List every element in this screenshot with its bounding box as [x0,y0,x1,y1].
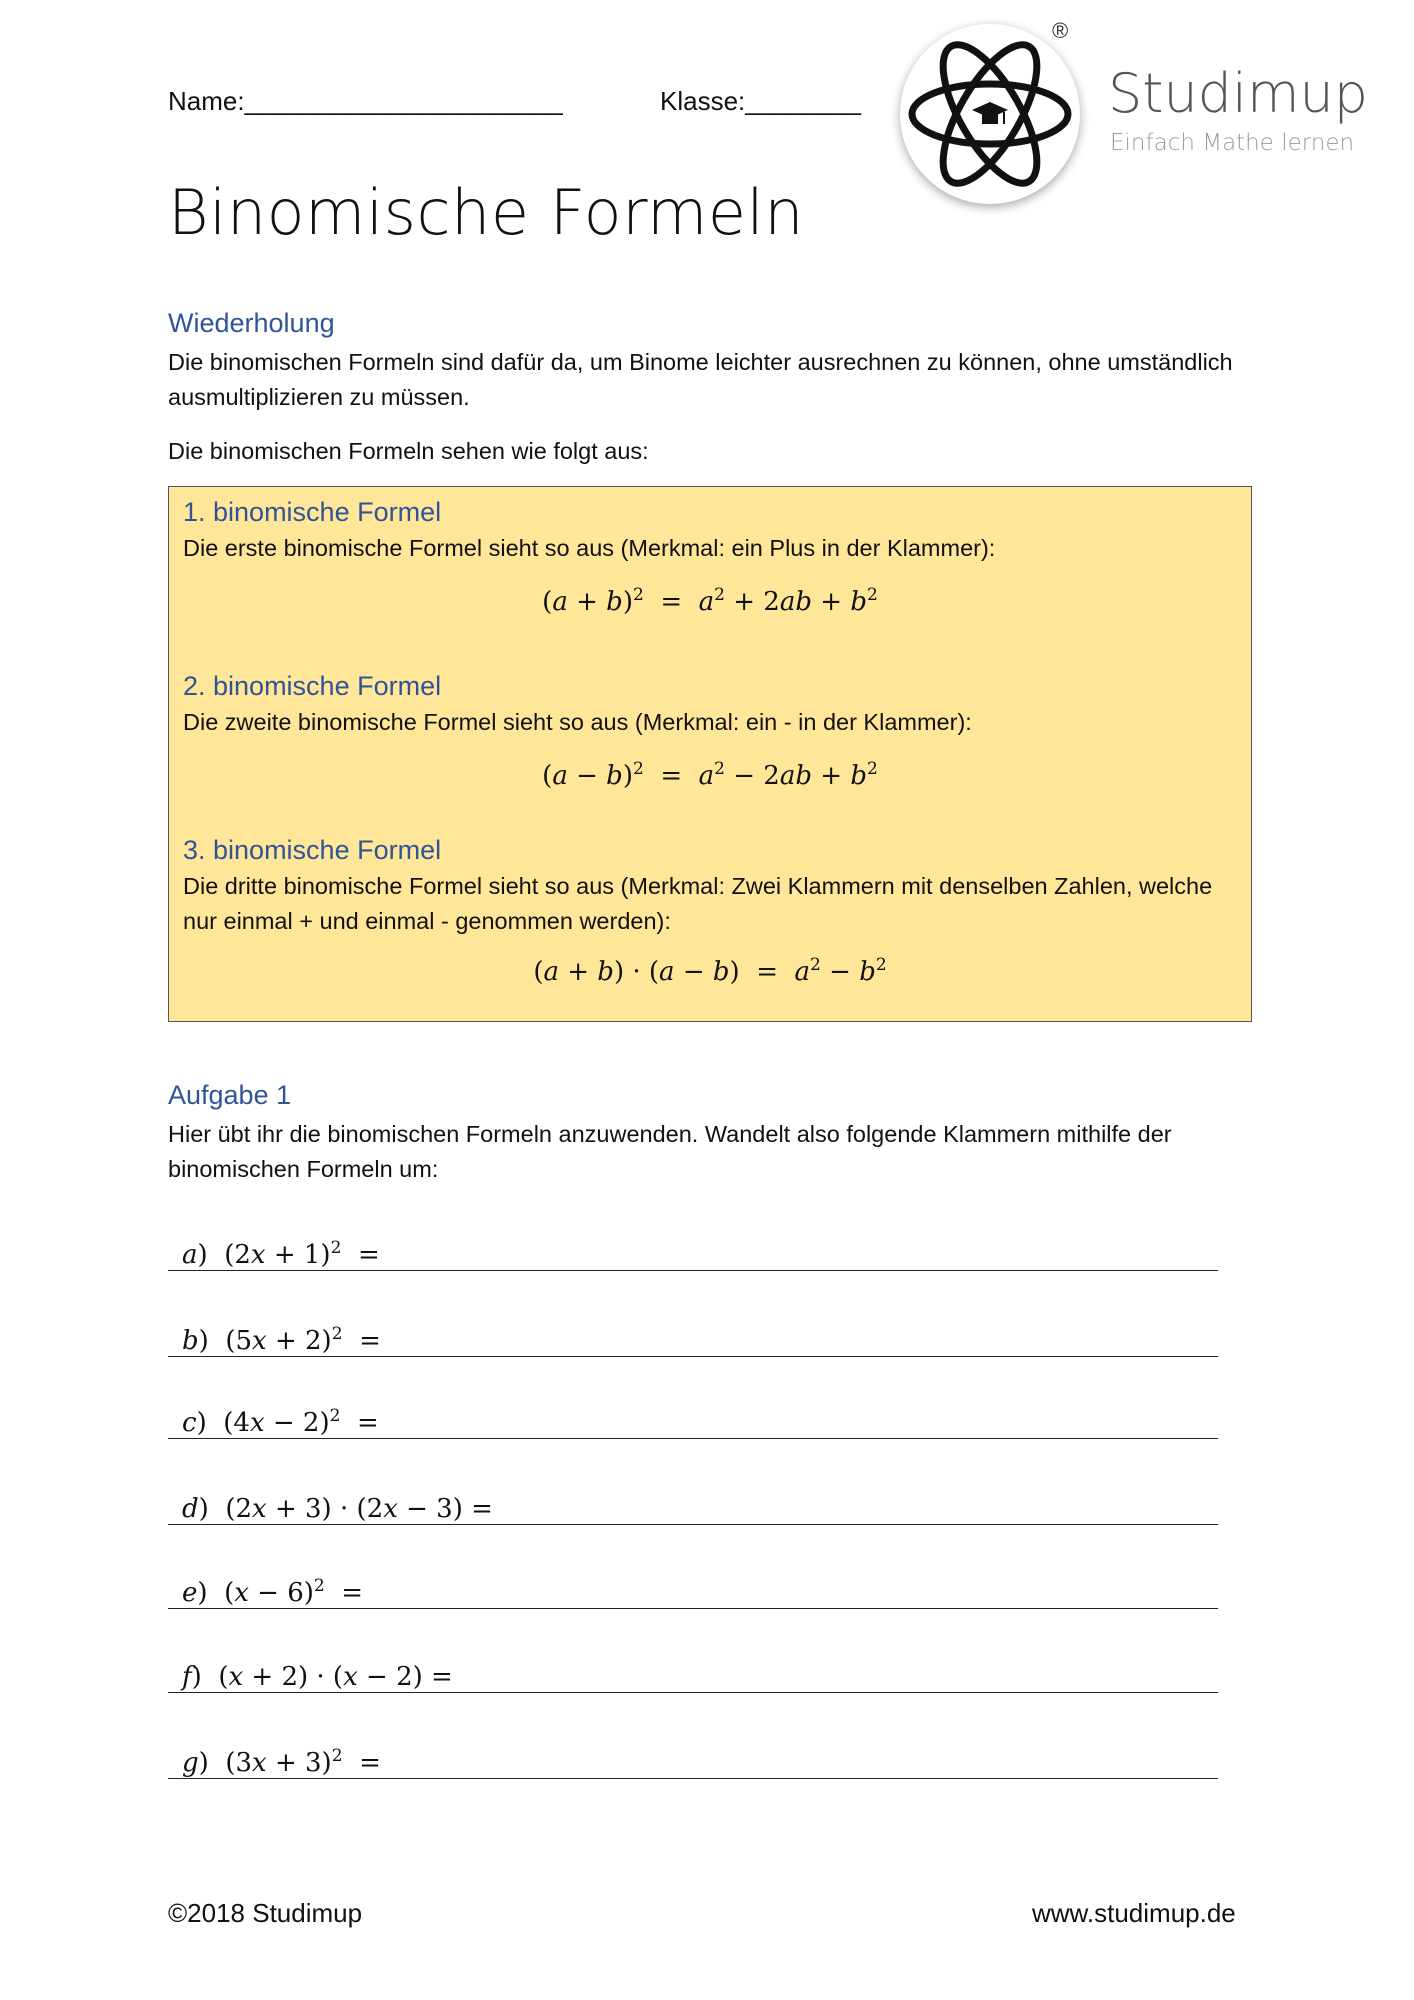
task-a-expression: a) $(2x + 1)^2$ = [182,1238,380,1270]
brand-name: Studimup [1108,62,1369,125]
task-f-expression: f) (x + 2) · (x − 2) = [182,1662,453,1692]
task-e-expression: e) $(x - 6)^2$ = [182,1576,364,1608]
formula-1-heading: 1. binomische Formel [183,497,442,527]
section-heading-wiederholung: Wiederholung [168,308,335,338]
task-g-expression: g) $(3x + 3)^2$ = [182,1746,381,1778]
klasse-field-label: Klasse:________ [660,86,861,116]
task-e-answer-line[interactable] [168,1564,1218,1609]
formula-3-equation: $(a + b) \cdot (a - b) = a^2 - b^2$ [533,955,887,987]
wiederholung-paragraph: Die binomischen Formeln sind dafür da, um Binome leichter ausrechnen zu können, ohne umständlich ausmultiplizieren zu müssen. [168,349,1233,410]
brand-tagline: Einfach Mathe lernen [1110,130,1355,156]
page-title: Binomische Formeln [168,176,805,249]
task-c-expression: c) $(4x - 2)^2$ = [182,1406,379,1438]
footer-website-link[interactable]: www.studimup.de [1032,1898,1236,1928]
registered-mark: ® [1052,18,1069,43]
task-c-answer-line[interactable] [168,1394,1218,1439]
formula-1-equation: $(a + b)^2 = a^2 + 2ab + b^2$ [542,585,878,617]
wiederholung-intro: Die binomischen Formeln sehen wie folgt aus: [168,438,649,464]
formula-1-description: Die erste binomische Formel sieht so aus (Merkmal: ein Plus in der Klammer): [183,535,996,561]
section-heading-aufgabe-1: Aufgabe 1 [168,1080,292,1110]
task-f-answer-line[interactable] [168,1648,1218,1693]
studimup-logo-icon [900,24,1080,204]
task-d-answer-line[interactable] [168,1480,1218,1525]
footer-copyright: ©2018 Studimup [168,1898,363,1928]
name-field-label: Name:______________________ [168,86,563,116]
formula-2-equation: $(a - b)^2 = a^2 - 2ab + b^2$ [542,759,878,791]
aufgabe-1-instructions: Hier übt ihr die binomischen Formeln anzuwenden. Wandelt also folgende Klammern mithilfe der binomischen Formeln um: [168,1121,1172,1182]
task-d-expression: d) (2x + 3) · (2x − 3) = [182,1494,493,1524]
formula-3-heading: 3. binomische Formel [183,835,442,865]
formula-2-description: Die zweite binomische Formel sieht so aus (Merkmal: ein - in der Klammer): [183,709,972,735]
task-g-answer-line[interactable] [168,1734,1218,1779]
task-a-answer-line[interactable] [168,1226,1218,1271]
formula-2-heading: 2. binomische Formel [183,671,442,701]
formula-box [168,486,1252,1022]
task-b-expression: b) $(5x + 2)^2$ = [182,1324,381,1356]
task-b-answer-line[interactable] [168,1312,1218,1357]
formula-3-description: Die dritte binomische Formel sieht so aus (Merkmal: Zwei Klammern mit denselben Zahlen, welche nur einmal + und einmal - genommen werden): [183,873,1213,934]
